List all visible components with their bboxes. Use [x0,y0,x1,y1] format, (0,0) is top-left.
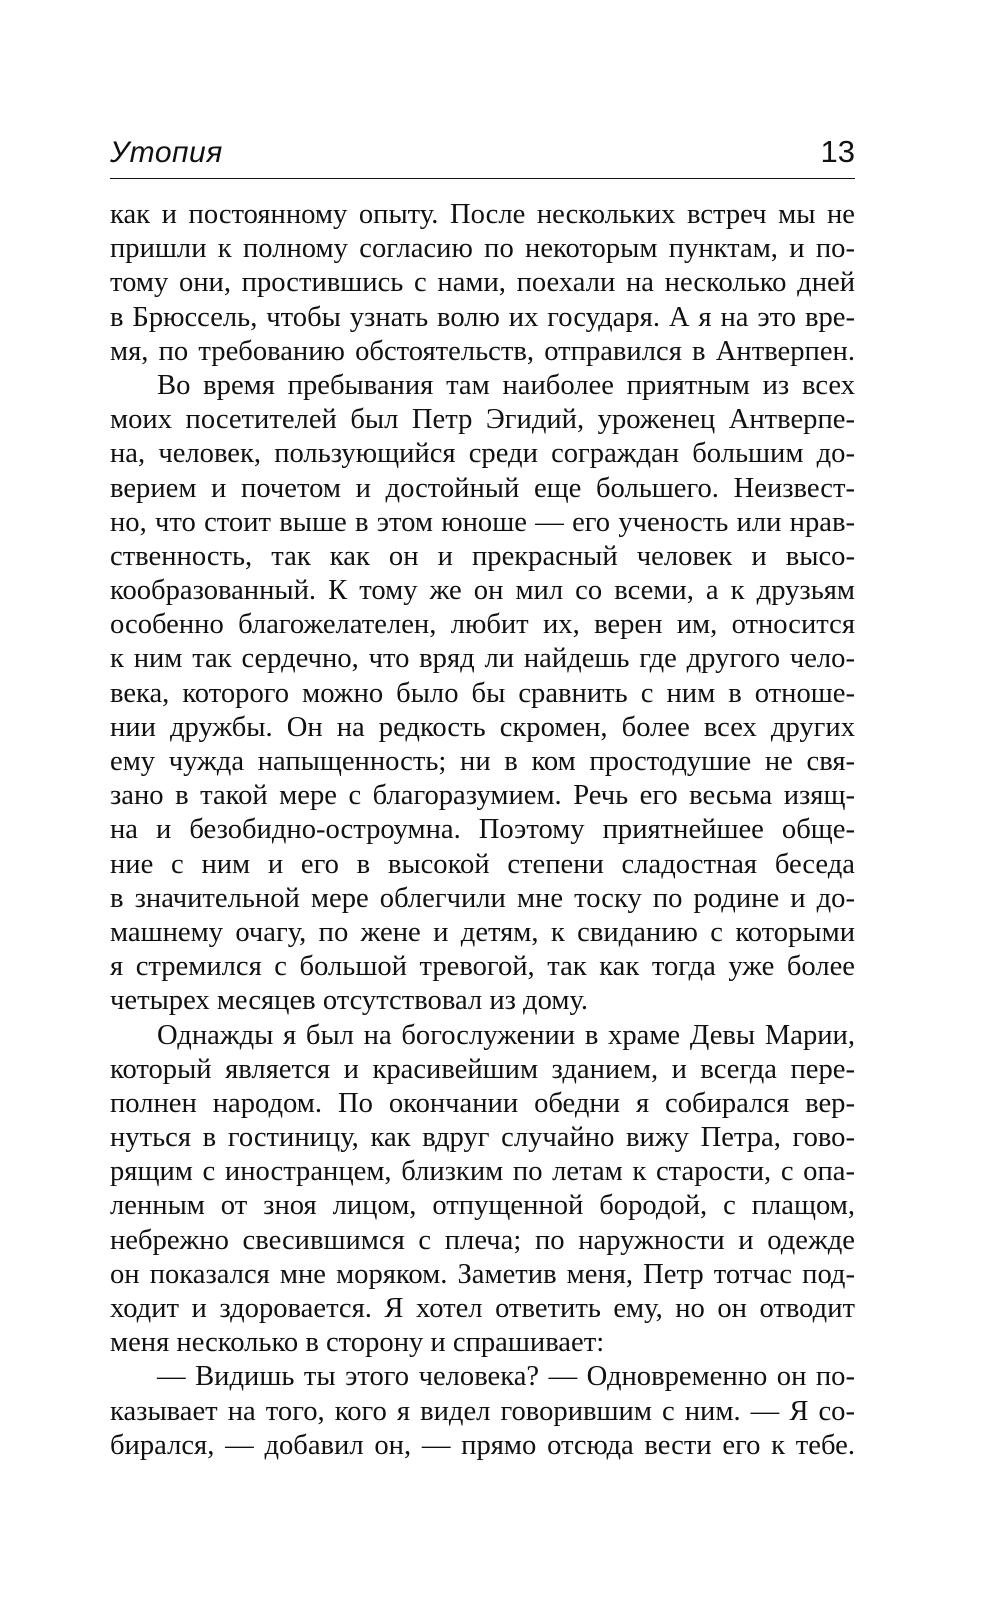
text-line: нуться в гостиницу, как вдруг случайно вижу Петра, гово- [110,1122,855,1154]
text-line: в значительной мере облегчили мне тоску по родине и до- [110,882,855,914]
text-line: на и безобидно-остроумна. Поэтому приятнейшее обще- [110,814,855,846]
text-line: ему чужда напыщенность; ни в ком простодушие не свя- [110,746,855,777]
text-line: ние с ним и его в высокой степени сладостная беседа [110,848,855,880]
paragraph [110,369,855,1019]
text-line: меня несколько в сторону и спрашивает: [110,1327,605,1359]
text-line: я стремился с большой тревогой, так как тогда уже более [110,951,855,983]
text-line: полнен народом. По окончании обедни я собирался вер- [110,1087,855,1119]
text-line: особенно благожелателен, любит их, верен им, относится [110,609,855,641]
text-line: небрежно свесившимся с плеча; по наружности и одежде [110,1224,855,1256]
text-line: рящим с иностранцем, близким по летам к старости, с опа- [110,1156,855,1188]
text-line: в Брюссель, чтобы узнать волю их государя. А я на это вре- [110,301,855,333]
text-line: как и постоянному опыту. После нескольких встреч мы не [110,199,855,230]
paragraph [110,198,855,369]
text-line: машнему очагу, по жене и детям, к свиданию с которыми [110,916,855,948]
text-line: ходит и здоровается. Я хотел ответить ему, но он отводит [110,1293,855,1324]
text-line: ственность, так как он и прекрасный человек и высо- [110,540,855,572]
text-line: четырех месяцев отсутствовал из дому. [110,985,589,1017]
text-line: но, что стоит выше в этом юноше — его ученость или нрав- [110,506,855,538]
text-line: тому они, простившись с нами, поехали на несколько дней [110,267,855,299]
running-title: Утопия [110,136,223,169]
text-line: зано в такой мере с благоразумием. Речь его весьма изящ- [110,780,855,812]
body-text [110,198,855,1463]
text-line: бирался, — добавил он, — прямо отсюда вести его к тебе. [110,1429,855,1461]
running-header [110,128,855,179]
text-line: нии дружбы. Он на редкость скромен, более всех других [110,711,855,743]
page-number: 13 [820,134,855,169]
text-line: к ним так сердечно, что вряд ли найдешь где другого чело- [110,643,855,675]
text-line: он показался мне моряком. Заметив меня, Петр тотчас под- [110,1258,855,1290]
text-line: кообразованный. К тому же он мил со всеми, а к друзьям [110,575,855,607]
text-line: ленным от зноя лицом, отпущенной бородой, с плащом, [110,1190,855,1222]
text-line: Однажды я был на богослужении в храме Девы Марии, [157,1019,855,1051]
paragraph [110,1019,855,1361]
text-line: который является и красивейшим зданием, и всегда пере- [110,1053,855,1085]
text-line: Во время пребывания там наиболее приятным из всех [157,369,855,401]
text-line: пришли к полному согласию по некоторым пунктам, и по- [110,233,855,265]
text-line: моих посетителей был Петр Эгидий, уроженец Антверпе- [110,404,855,436]
text-line: — Видишь ты этого человека? — Одновременно он по- [157,1361,855,1393]
text-line: на, человек, пользующийся среди сограждан большим до- [110,438,855,470]
text-line: мя, по требованию обстоятельств, отправился в Антверпен. [110,335,855,367]
text-line: века, которого можно было бы сравнить с ним в отноше- [110,677,855,709]
paragraph [110,1360,855,1463]
text-line: казывает на того, кого я видел говорившим с ним. — Я со- [110,1395,855,1427]
text-line: верием и почетом и достойный еще большего. Неизвест- [110,472,855,504]
